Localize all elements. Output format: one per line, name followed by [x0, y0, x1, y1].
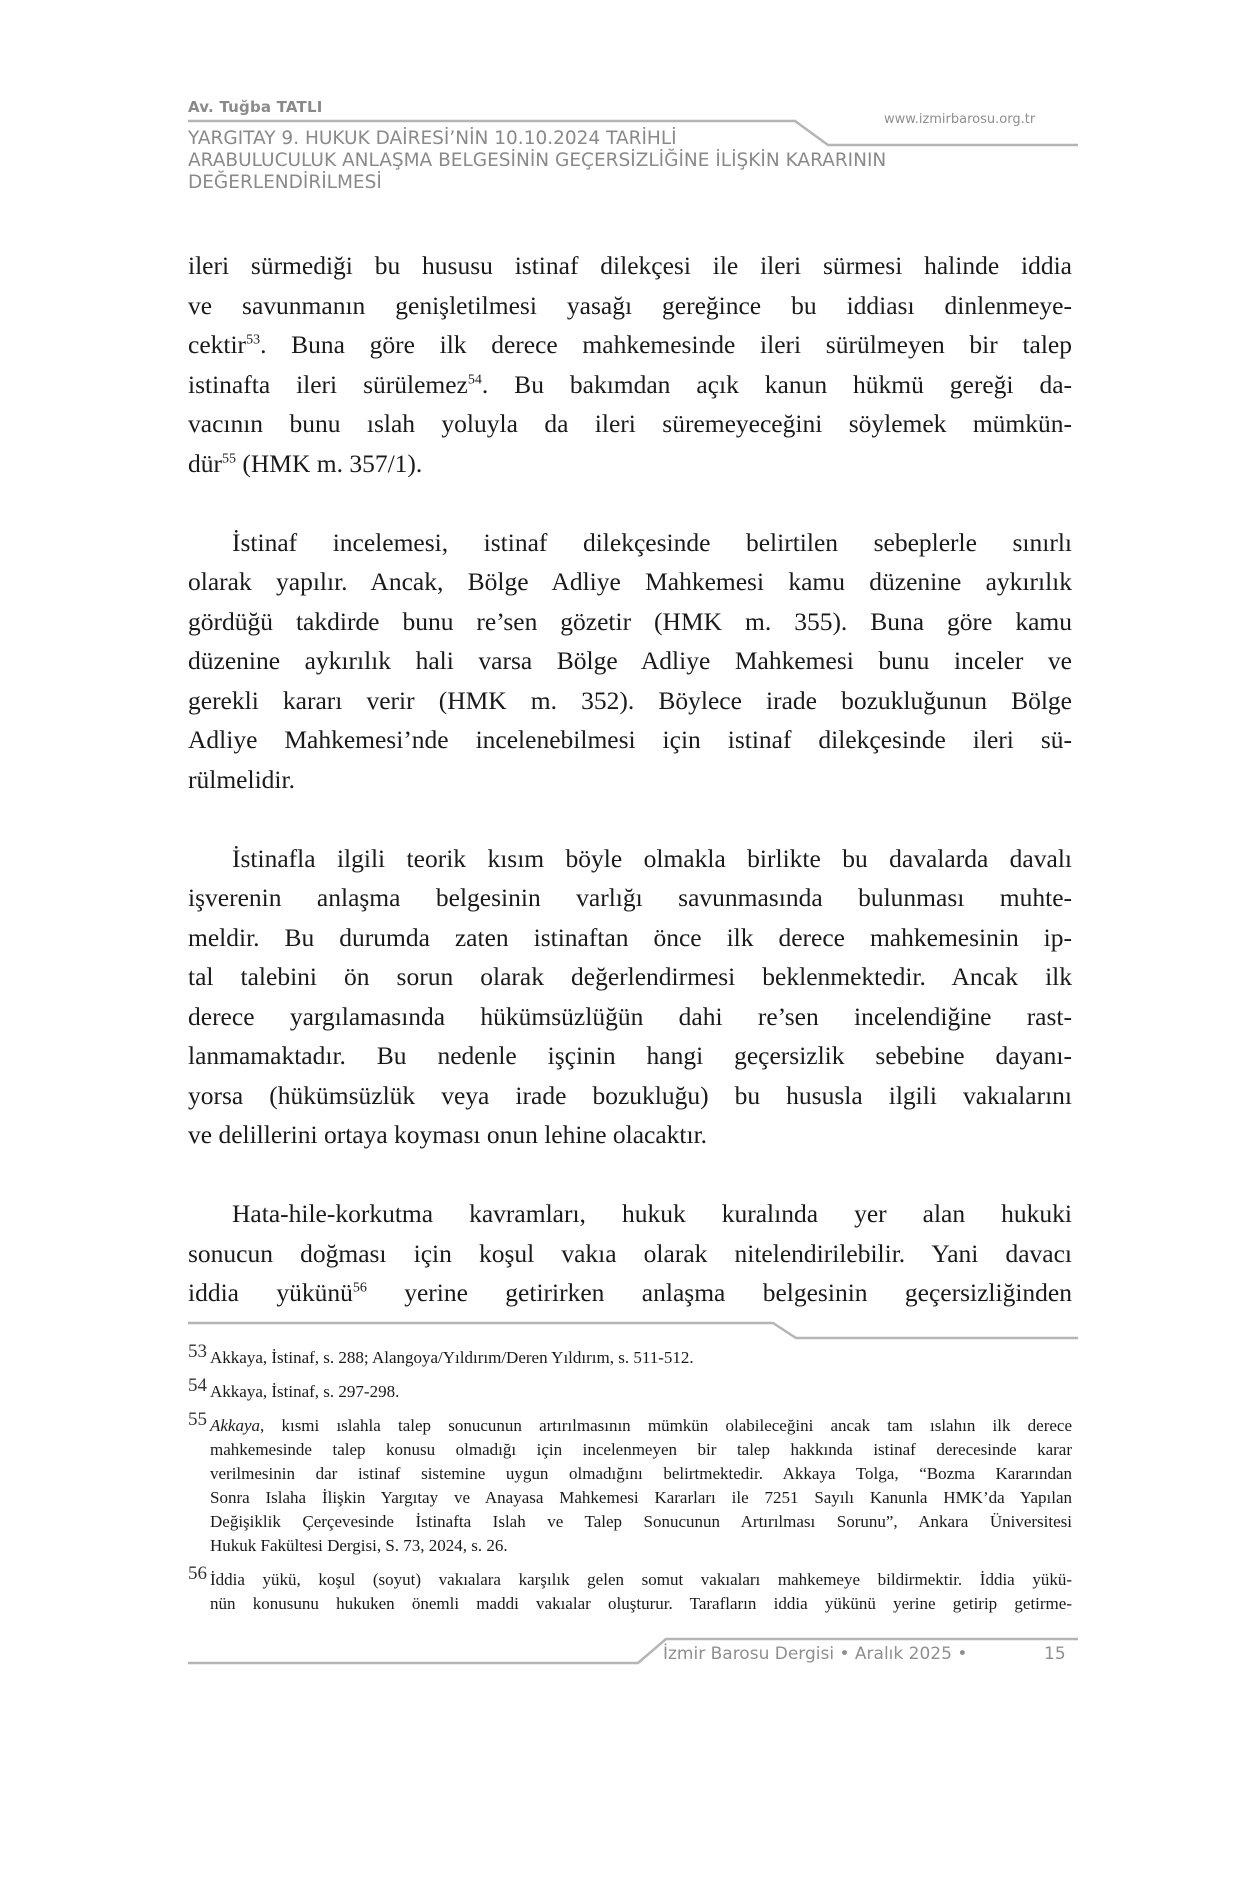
footnote-text: Hukuk Fakültesi Dergisi, S. 73, 2024, s. 26. [210, 1536, 508, 1555]
footnote-ref-56[interactable]: 56 [352, 1280, 367, 1296]
footnote-text: Akkaya, İstinaf, s. 297-298. [210, 1382, 400, 1401]
footnote-55 [188, 1409, 1072, 1558]
paragraph-1 [188, 246, 1072, 483]
text-line: işverenin anlaşma belgesinin varlığı savunmasında bulunması muhte- [188, 883, 1072, 912]
text-line: İstinaf incelemesi, istinaf dilekçesinde belirtilen sebeplerle sınırlı [232, 527, 1072, 557]
footnote-text: Değişiklik Çerçevesinde İstinafta Islah ve Talep Sonucunun Artırılması Sorunu”, Ankara Üniversitesi [210, 1512, 1072, 1531]
footnote-rule [188, 1320, 1078, 1340]
footnote-text: İddia yükü, koşul (soyut) vakıalara karşılık gelen somut vakıaları mahkemeye bildirmektir. İddia yükü- [210, 1570, 1072, 1589]
text-line: Adliye Mahkemesi’nde incelenebilmesi için istinaf dilekçesinde ileri sü- [188, 725, 1072, 754]
footnote-text: Sonra Islaha İlişkin Yargıtay ve Anayasa Mahkemesi Kararları ile 7251 Sayılı Kanunla HMK’da Yapılan [210, 1488, 1072, 1507]
article-title-line: DEĞERLENDİRİLMESİ [188, 172, 382, 193]
footnote-number: 54 [188, 1375, 207, 1396]
footnote-56 [188, 1563, 1072, 1616]
text-line: cektir$^{53}$. Buna göre ilk derece mahkemesinde ileri sürülmeyen bir talep [188, 330, 1072, 359]
text-line: istinafta ileri sürülemez$^{54}$. Bu bakımdan açık kanun hükmü gereği da- [188, 369, 1072, 399]
footnote-text: mahkemesinde talep konusu olmadığı için incelenmeyen bir talep hakkında istinaf derecesinde karar [210, 1440, 1072, 1459]
footnote-54 [188, 1375, 1072, 1404]
footnote-number: 55 [188, 1409, 207, 1430]
text-line: gördüğü takdirde bunu re’sen gözetir (HMK m. 355). Buna göre kamu [188, 606, 1072, 636]
footnote-number: 53 [188, 1341, 207, 1362]
footnote-text: Akkaya, kısmi ıslahla talep sonucunun artırılmasının mümkün olabileceğini ancak tam ıslahın ilk derece [210, 1416, 1072, 1435]
article-body [188, 246, 1072, 1313]
text-line: dür$^{55}$ (HMK m. 357/1). [188, 448, 423, 478]
footnote-number: 56 [188, 1563, 207, 1584]
article-title-line: ARABULUCULUK ANLAŞMA BELGESİNİN GEÇERSİZLİĞİNE İLİŞKİN KARARININ [188, 150, 887, 171]
article-title-line: YARGITAY 9. HUKUK DAİRESİ’NİN 10.10.2024 TARİHLİ [188, 128, 677, 149]
footnote-ref-53[interactable]: 53 [246, 332, 261, 348]
paragraph-4 [188, 1194, 1072, 1313]
footnote-text: nün konusunu hukuken önemli maddi vakıalar oluşturur. Tarafların iddia yükünü yerine getirip getirme- [210, 1594, 1072, 1613]
text-line: düzenine aykırılık hali varsa Bölge Adliye Mahkemesi bunu inceler ve [188, 646, 1072, 675]
author-name: Av. Tuğba TATLI [188, 98, 323, 116]
footnote-ref-54[interactable]: 54 [467, 372, 482, 387]
text-line: derece yargılamasında hükümsüzlüğün dahi re’sen incelendiğine rast- [188, 1001, 1072, 1031]
text-line: tal talebini ön sorun olarak değerlendirmesi beklenmektedir. Ancak ilk [188, 962, 1072, 991]
text-line: olarak yapılır. Ancak, Bölge Adliye Mahkemesi kamu düzenine aykırılık [188, 567, 1072, 596]
text-line: yorsa (hükümsüzlük veya irade bozukluğu) bu hususla ilgili vakıalarını [188, 1080, 1072, 1110]
text-line: ve savunmanın genişletilmesi yasağı gereğince bu iddiası dinlenmeye- [188, 290, 1072, 320]
website-url[interactable]: www.izmirbarosu.org.tr [884, 112, 1036, 127]
text-line: sonucun doğması için koşul vakıa olarak nitelendirilebilir. Yani davacı [188, 1238, 1072, 1268]
text-line: rülmelidir. [188, 764, 295, 794]
text-line: Hata-hile-korkutma kavramları, hukuk kuralında yer alan hukuki [232, 1199, 1072, 1228]
text-line: meldir. Bu durumda zaten istinaftan önce ilk derece mahkemesinin ip- [188, 922, 1072, 952]
text-line: İstinafla ilgili teorik kısım böyle olmakla birlikte bu davalarda davalı [232, 843, 1072, 873]
page-number: 15 [1044, 1644, 1066, 1664]
footnote-text: Akkaya, İstinaf, s. 288; Alangoya/Yıldırım/Deren Yıldırım, s. 511-512. [210, 1348, 694, 1367]
footnote-ref-55[interactable]: 55 [222, 451, 236, 466]
text-line: iddia yükünü$^{56}$ yerine getirirken anlaşma belgesinin geçersizliğinden [188, 1278, 1072, 1307]
paragraph-3 [188, 839, 1072, 1155]
journal-name: İzmir Barosu Dergisi • Aralık 2025 • [663, 1644, 968, 1664]
text-line: ileri sürmediği bu hususu istinaf dilekçesi ile ileri sürmesi halinde iddia [188, 251, 1072, 280]
text-line: ve delillerini ortaya koyması onun lehine olacaktır. [188, 1120, 708, 1149]
text-line: vacının bunu ıslah yoluyla da ileri süremeyeceğini söylemek mümkün- [188, 409, 1072, 438]
footnote-53 [188, 1341, 1072, 1370]
footnotes [188, 1341, 1072, 1626]
article-title [188, 128, 968, 194]
text-line: lanmamaktadır. Bu nedenle işçinin hangi geçersizlik sebebine dayanı- [188, 1041, 1072, 1070]
text-line: gerekli kararı verir (HMK m. 352). Böylece irade bozukluğunun Bölge [188, 685, 1072, 715]
footnote-text: verilmesinin dar istinaf sistemine uygun olmadığını belirtmektedir. Akkaya Tolga, “Bozma Kararından [210, 1464, 1072, 1483]
paragraph-2 [188, 523, 1072, 800]
